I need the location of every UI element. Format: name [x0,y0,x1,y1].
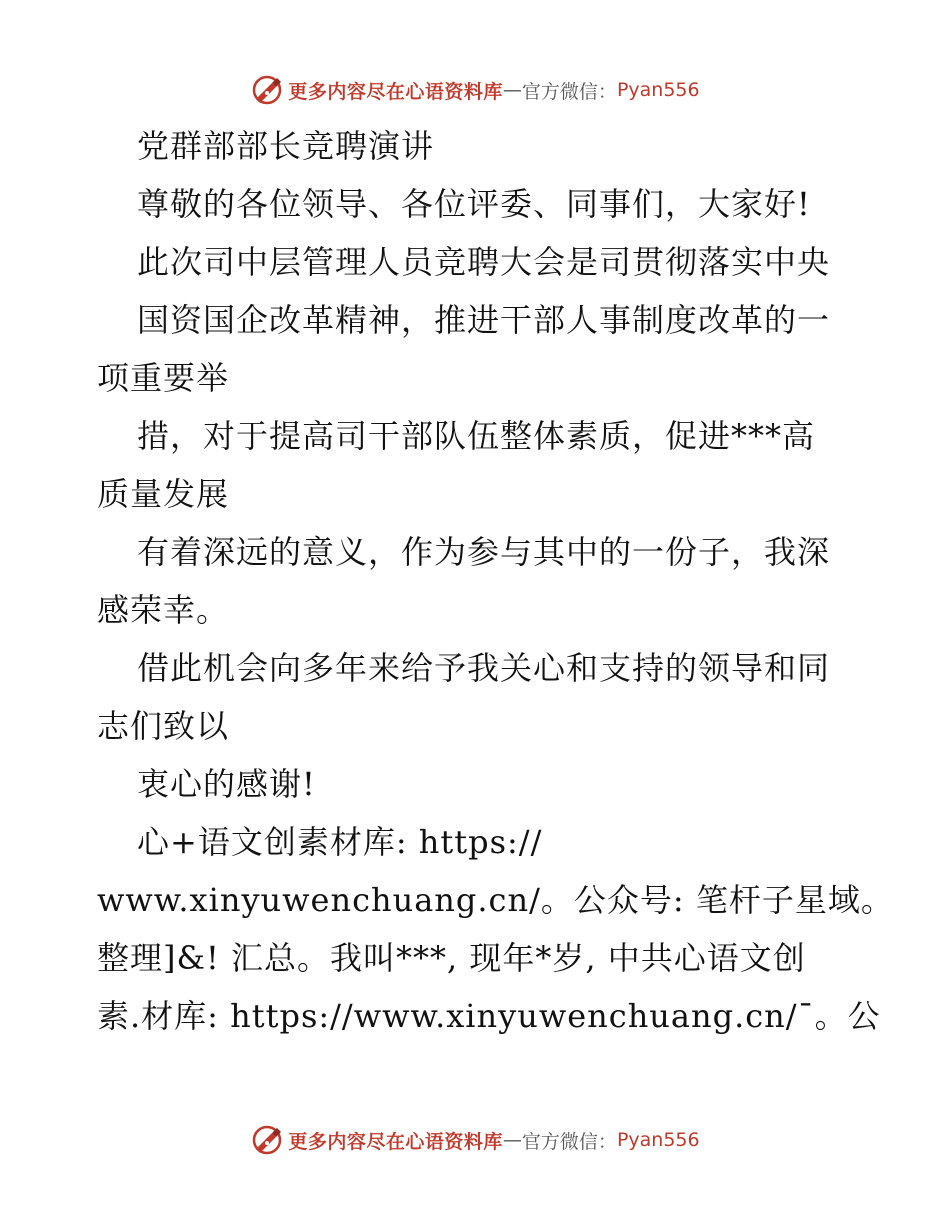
doc-line: 国资国企改革精神，推进干部人事制度改革的一 [137,301,831,339]
footer-banner-separator: — [502,1129,522,1151]
pen-nib-logo-icon [250,1123,284,1157]
doc-line: 党群部部长竞聘演讲 [137,127,435,165]
doc-line: 措，对于提高司干部队伍整体素质，促进***高 [137,417,816,455]
footer-banner [0,1120,950,1160]
header-banner [0,70,950,110]
doc-line: 感荣幸。 [97,591,230,629]
doc-line: 志们致以 [97,707,230,745]
doc-line: www.xinyuwenchuang.cn/。公众号: 笔杆子星域。 [97,881,894,919]
doc-line: 项重要举 [97,359,230,397]
doc-line: 素.材库: https://www.xinyuwenchuang.cn/¯。公 [97,997,881,1035]
doc-line: 有着深远的意义，作为参与其中的一份子，我深 [137,533,831,571]
footer-banner-contact-label: 官方微信： [521,1130,617,1153]
doc-line: 质量发展 [97,475,230,513]
doc-line: 借此机会向多年来给予我关心和支持的领导和同 [137,649,831,687]
header-banner-separator: — [502,79,522,101]
header-banner-brand: 更多内容尽在心语资料库 [288,80,503,103]
doc-line: 整理]&! 汇总。我叫***, 现年*岁, 中共心语文创 [97,939,806,977]
doc-line: 尊敬的各位领导、各位评委、同事们，大家好! [137,185,811,223]
header-banner-contact-label: 官方微信： [521,80,617,103]
doc-line: 此次司中层管理人员竞聘大会是司贯彻落实中央 [137,243,831,281]
doc-line: 衷心的感谢! [137,765,316,803]
footer-banner-contact-handle: Pyan556 [616,1129,700,1151]
pen-nib-logo-icon [250,73,284,107]
footer-banner-brand: 更多内容尽在心语资料库 [288,1130,503,1153]
document-body [97,117,894,1045]
header-banner-contact-handle: Pyan556 [616,79,700,101]
doc-line: 心+语文创素材库: https:// [137,823,543,861]
